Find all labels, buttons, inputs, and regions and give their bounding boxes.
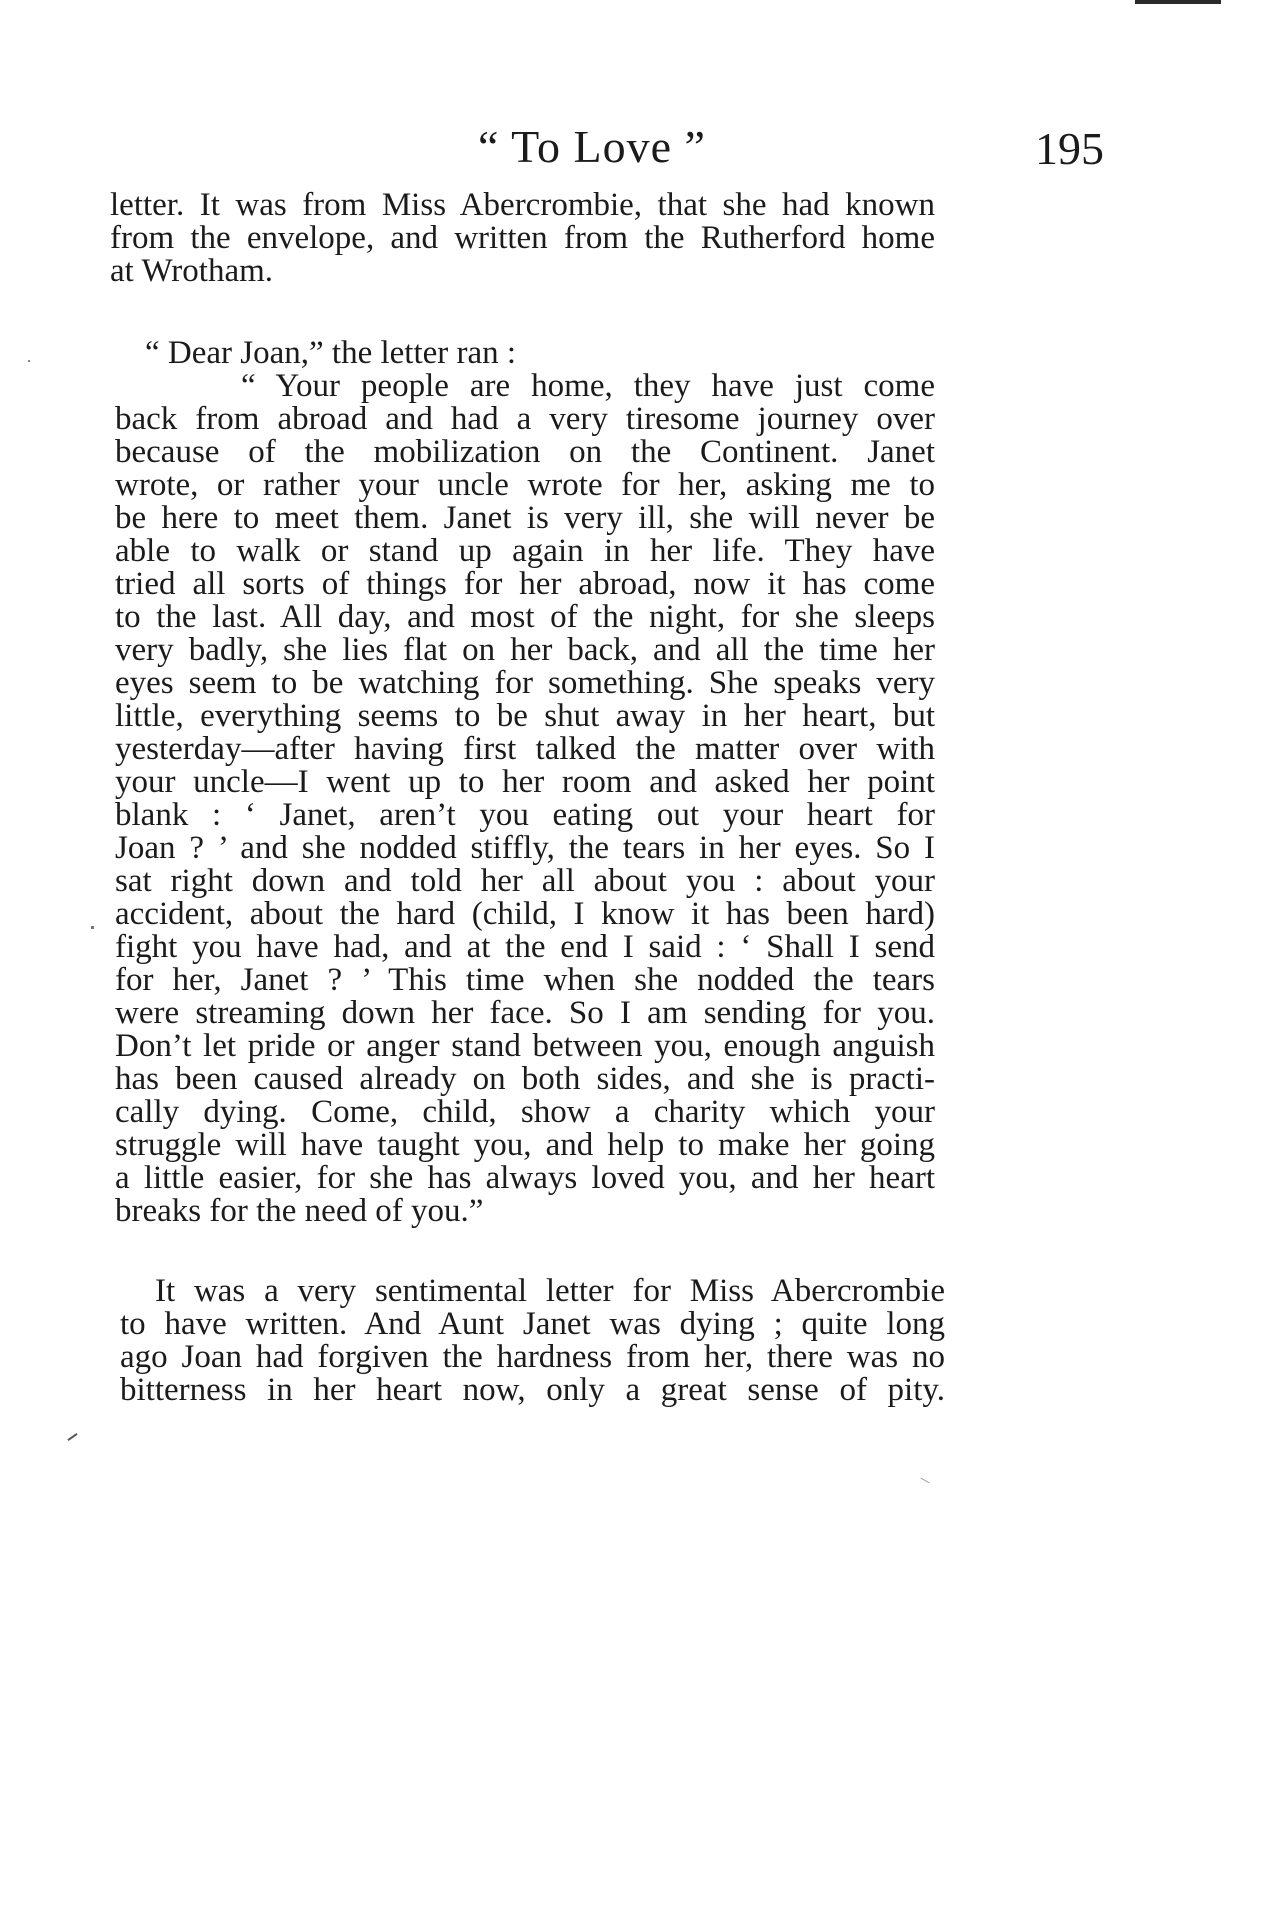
- text-line: for her, Janet ? ’ This time when she nodded the tears: [115, 962, 935, 998]
- text-line: cally dying. Come, child, show a charity which your: [115, 1094, 935, 1130]
- scan-speck: [91, 926, 94, 929]
- text-line: “ Your people are home, they have just come: [241, 368, 935, 404]
- text-line: fight you have had, and at the end I said : ‘ Shall I send: [115, 929, 935, 965]
- text-line: accident, about the hard (child, I know it has been hard): [115, 896, 935, 932]
- text-line: were streaming down her face. So I am sending for you.: [115, 995, 935, 1031]
- text-line: your uncle—I went up to her room and asked her point: [115, 764, 935, 800]
- text-line: Joan ? ’ and she nodded stiffly, the tears in her eyes. So I: [115, 830, 935, 866]
- text-line: a little easier, for she has always loved you, and her heart: [115, 1160, 935, 1196]
- text-line: has been caused already on both sides, and she is practi-: [115, 1061, 935, 1097]
- text-line: at Wrotham.: [110, 253, 274, 289]
- text-line: eyes seem to be watching for something. She speaks very: [115, 665, 935, 701]
- text-line: to have written. And Aunt Janet was dying ; quite long: [120, 1306, 945, 1342]
- text-line: because of the mobilization on the Continent. Janet: [115, 434, 935, 470]
- running-title: “ To Love ”: [478, 121, 706, 172]
- text-line: tried all sorts of things for her abroad, now it has come: [115, 566, 935, 602]
- text-line: It was a very sentimental letter for Miss Abercrombie: [155, 1273, 945, 1309]
- text-line: be here to meet them. Janet is very ill, she will never be: [115, 500, 935, 536]
- letter-salutation: “ Dear Joan,” the letter ran :: [145, 335, 517, 371]
- text-line: sat right down and told her all about you : about your: [115, 863, 935, 899]
- text-line: little, everything seems to be shut away in her heart, but: [115, 698, 935, 734]
- text-line: ago Joan had forgiven the hardness from her, there was no: [120, 1339, 945, 1375]
- text-line: bitterness in her heart now, only a great sense of pity.: [120, 1372, 945, 1408]
- top-edge-rule: [1135, 0, 1221, 4]
- page-header: [0, 120, 1265, 180]
- text-line: very badly, she lies flat on her back, and all the time her: [115, 632, 935, 668]
- text-line: back from abroad and had a very tiresome journey over: [115, 401, 935, 437]
- scan-speck: [67, 1433, 77, 1441]
- text-line: able to walk or stand up again in her life. They have: [115, 533, 935, 569]
- text-line: letter. It was from Miss Abercrombie, that she had known: [110, 187, 935, 223]
- text-line: struggle will have taught you, and help to make her going: [115, 1127, 935, 1163]
- text-line: blank : ‘ Janet, aren’t you eating out your heart for: [115, 797, 935, 833]
- scan-speck: [920, 1478, 929, 1484]
- text-line: to the last. All day, and most of the night, for she sleeps: [115, 599, 935, 635]
- page-number: 195: [1035, 123, 1104, 174]
- text-line: breaks for the need of you.”: [115, 1193, 484, 1229]
- text-line: yesterday—after having first talked the matter over with: [115, 731, 935, 767]
- text-line: from the envelope, and written from the Rutherford home: [110, 220, 935, 256]
- scan-speck: [28, 360, 30, 362]
- text-line: wrote, or rather your uncle wrote for her, asking me to: [115, 467, 935, 503]
- text-line: Don’t let pride or anger stand between you, enough anguish: [115, 1028, 935, 1064]
